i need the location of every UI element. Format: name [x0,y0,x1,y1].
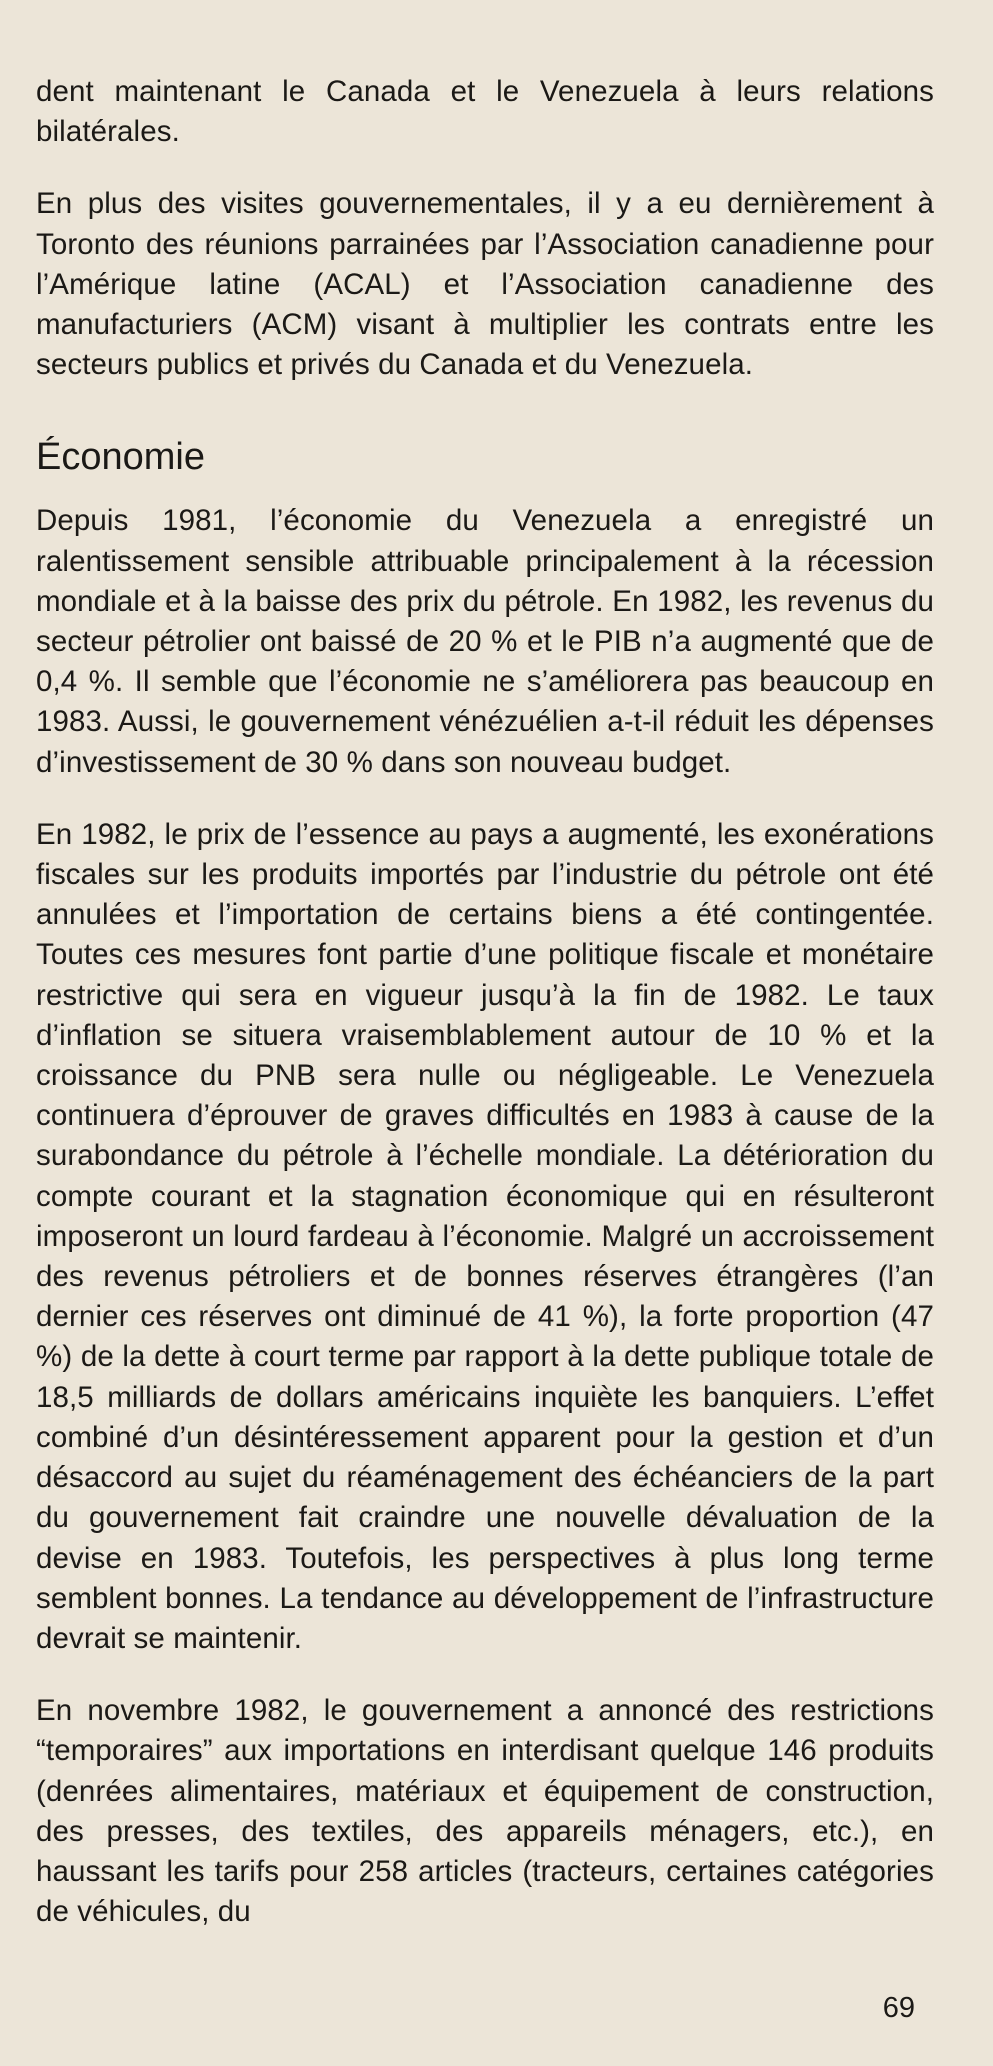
text-column [36,72,934,1932]
paragraph-import-restrictions: En novembre 1982, le gouvernement a annoncé des restrictions “temporaires” aux importations en interdisant quelque 146 produits (denrées alimentaires, matériaux et équipement de construction, des presses, des textiles, des appareils ménagers, etc.), en haussant les tarifs pour 258 articles (tracteurs, certaines catégories de véhicules, du [36,1694,934,1929]
paragraph-bilateral-relations: dent maintenant le Canada et le Venezuela à leurs relations bilatérales. [36,75,934,149]
page-number: 69 [882,1992,915,2024]
paragraph-economic-slowdown: Depuis 1981, l’économie du Venezuela a enregistré un ralentissement sensible attribuable principalement à la récession mondiale et à la baisse des prix du pétrole. En 1982, les revenus du secteur pétrolier ont baissé de 20 % et le PIB n’a augmenté que de 0,4 %. Il semble que l’économie ne s’améliorera pas beaucoup en 1983. Aussi, le gouvernement vénézuélien a-t-il réduit les dépenses d’investissement de 30 % dans son nouveau budget. [36,504,934,779]
section-heading-economie: Économie [36,436,205,479]
paragraph-government-visits: En plus des visites gouvernementales, il y a eu dernièrement à Toronto des réunions parrainées par l’Association canadienne pour l’Amérique latine (ACAL) et l’Association canadienne des manufacturiers (ACM) visant à multiplier les contrats entre les secteurs publics et privés du Canada et du Venezuela. [36,187,934,382]
paragraph-fiscal-measures: En 1982, le prix de l’essence au pays a augmenté, les exonérations fiscales sur les produits importés par l’industrie du pétrole ont été annulées et l’importation de certains biens a été contingentée. Toutes ces mesures font partie d’une politique fiscale et monétaire restrictive qui sera en vigueur jusqu’à la fin de 1982. Le taux d’inflation se situera vraisemblablement autour de 10 % et la croissance du PNB sera nulle ou négligeable. Le Venezuela continuera d’éprouver de graves difficultés en 1983 à cause de la surabondance du pétrole à l’échelle mondiale. La détérioration du compte courant et la stagnation économique qui en résulteront imposeront un lourd fardeau à l’économie. Malgré un accroissement des revenus pétroliers et de bonnes réserves étrangères (l’an dernier ces réserves ont diminué de 41 %), la forte proportion (47 %) de la dette à court terme par rapport à la dette publique totale de 18,5 milliards de dollars américains inquiète les banquiers. L’effet combiné d’un désintéressement apparent pour la gestion et d’un désaccord au sujet du réaménagement des échéanciers de la part du gouvernement fait craindre une nouvelle dévaluation de la devise en 1983. Toutefois, les perspectives à plus long terme semblent bonnes. La tendance au développement de l’infrastructure devrait se maintenir. [36,817,934,1655]
